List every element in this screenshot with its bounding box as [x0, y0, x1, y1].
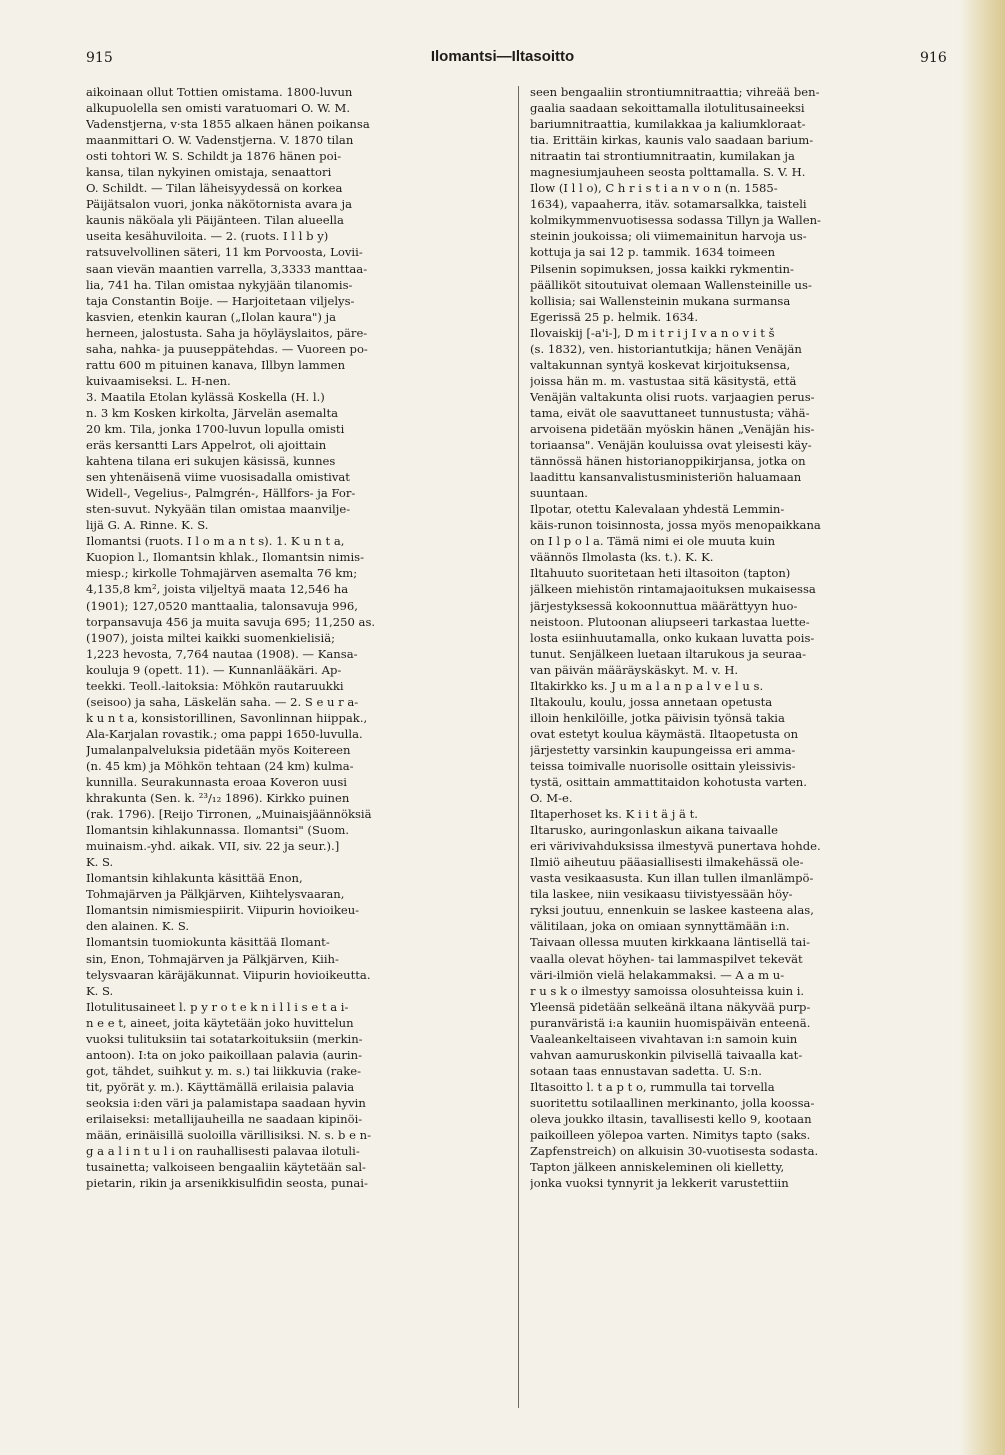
- text-line: torpansavuja 456 ja muita savuja 695; 11,250 as.: [86, 614, 376, 629]
- text-line: sin, Enon, Tohmajärven ja Pälkjärven, Kiih-: [86, 951, 339, 966]
- text-line: teissa toimivalle nuorisolle osittain yleissivis-: [530, 758, 796, 773]
- text-line: Kuopion l., Ilomantsin khlak., Ilomantsin nimis-: [86, 550, 365, 565]
- text-line: Egerissä 25 p. helmik. 1634.: [530, 309, 699, 324]
- text-line: valtakunnan syntyä koskevat kirjoituksensa,: [530, 357, 791, 372]
- text-line: nitraatin tai strontiumnitraatin, kumilakan ja: [530, 149, 795, 164]
- text-line: Ilomantsin kihlakunta käsittää Enon,: [86, 871, 303, 886]
- text-line: kunnilla. Seurakunnasta eroaa Koveron uusi: [86, 775, 348, 790]
- text-line: steinin joukoissa; oli viimemainitun harvoja us-: [530, 229, 807, 244]
- text-line: n e e t, aineet, joita käytetään joko huvittelun: [86, 1015, 354, 1030]
- text-line: suoritettu sotilaallinen merkinanto, jolla koossa-: [530, 1095, 815, 1110]
- text-line: sen yhtenäisenä viime vuosisadalla omistivat: [86, 470, 350, 485]
- text-line: erilaiseksi: metallijauheilla ne saadaan kipinöi-: [86, 1112, 363, 1126]
- text-line: eri värivivahduksissa ilmestyvä punertava hohde.: [530, 839, 821, 854]
- text-line: muinaism.-yhd. aikak. VII, siv. 22 ja seur.).]: [86, 839, 340, 854]
- text-line: tunut. Senjälkeen luetaan iltarukous ja seuraa-: [530, 646, 807, 661]
- text-line: jonka vuoksi tynnyrit ja lekkerit varustettiin: [530, 1176, 789, 1191]
- text-line: Taivaan ollessa muuten kirkkaana läntisellä tai-: [530, 935, 811, 950]
- text-line: Ilomantsin nimismiespiirit. Viipurin hovioikeu-: [86, 903, 360, 918]
- text-line: Vaaleankeltaiseen vivahtavan i:n samoin kuin: [530, 1031, 798, 1046]
- text-line: Jumalanpalveluksia pidetään myös Koitereen: [86, 742, 351, 757]
- left-column: [86, 84, 508, 1191]
- text-line: on I l p o l a. Tämä nimi ei ole muuta kuin: [530, 534, 776, 549]
- text-line: tila laskee, niin vesikaasu tiivistyessään höy-: [530, 887, 793, 902]
- text-line: käis-runon toisinnosta, jossa myös menopaikkana: [530, 518, 821, 533]
- text-line: Widell-, Vegelius-, Palmgrén-, Hällfors- ja For-: [86, 486, 356, 501]
- text-line: kollisia; sai Wallensteinin mukana surmansa: [530, 293, 791, 308]
- text-line: got, tähdet, suihkut y. m. s.) tai liikkuvia (rake-: [86, 1063, 362, 1078]
- text-line: lia, 741 ha. Tilan omistaa nykyjään tilanomis-: [86, 277, 353, 292]
- text-line: vahvan aamuruskonkin pilvisellä taivaalla kat-: [530, 1047, 803, 1062]
- text-line: Ilomantsin tuomiokunta käsittää Ilomant-: [86, 935, 330, 950]
- text-line: van päivän määräyskäskyt. M. v. H.: [530, 662, 739, 677]
- text-line: (1907), joista miltei kaikki suomenkielisiä;: [86, 630, 336, 645]
- text-line: kaunis näköala yli Päijänteen. Tilan alueella: [86, 213, 344, 228]
- text-line: rattu 600 m pituinen kanava, Illbyn lammen: [86, 357, 346, 372]
- text-line: r u s k o ilmestyy samoissa olosuhteissa kuin i.: [530, 983, 805, 998]
- text-line: väännös Ilmolasta (ks. t.). K. K.: [530, 550, 714, 565]
- text-line: herneen, jalostusta. Saha ja höyläyslaitos, päre-: [86, 325, 368, 340]
- text-line: g a a l i n t u l i on rauhallisesti palavaa ilotuli-: [86, 1144, 360, 1159]
- text-line: järjestetty varsinkin kaupungeissa eri amma-: [530, 742, 796, 757]
- text-line: Yleensä pidetään selkeänä iltana näkyvää purp-: [530, 999, 811, 1014]
- text-line: vuoksi tulituksiin tai sotatarkoituksiin (merkin-: [86, 1031, 363, 1046]
- text-line: Venäjän valtakunta olisi ruots. varjaagien perus-: [530, 389, 815, 404]
- text-line: (1901); 127,0520 manttaalia, talonsavuja 996,: [86, 598, 358, 613]
- text-line: saan vievän maantien varrella, 3,3333 manttaa-: [86, 261, 368, 276]
- text-line: seoksia i:den väri ja palamistapa saadaan hyvin: [86, 1095, 366, 1110]
- text-line: maanmittari O. W. Vadenstjerna. V. 1870 tilan: [86, 133, 354, 148]
- text-line: ratsuvelvollinen säteri, 11 km Porvoosta, Lovii-: [86, 245, 363, 260]
- text-line: vaalla olevat höyhen- tai lammaspilvet tekevät: [530, 951, 803, 966]
- text-line: gaalia saadaan sekoittamalla ilotulitusaineeksi: [530, 101, 805, 116]
- text-line: lijä G. A. Rinne. K. S.: [86, 518, 209, 533]
- text-line: pietarin, rikin ja arsenikkisulfidin seosta, punai-: [86, 1176, 368, 1191]
- text-line: tama, eivät ole saavuttaneet tunnustusta; vähä-: [530, 405, 810, 420]
- text-line: Ilovaiskij [-a'i-], D m i t r i j I v a n o v i t š: [530, 325, 775, 340]
- text-line: kasvien, etenkin kauran („Ilolan kaura") ja: [86, 309, 337, 324]
- text-line: aikoinaan ollut Tottien omistama. 1800-luvun: [86, 85, 353, 99]
- text-line: puranväristä i:a kauniin huomispäivän enteenä.: [530, 1015, 811, 1030]
- text-line: Ilomantsi (ruots. I l o m a n t s). 1. K u n t a,: [86, 534, 345, 549]
- text-line: jälkeen miehistön rintamajaoituksen mukaisessa: [530, 582, 816, 597]
- text-line: kottuja ja sai 12 p. tammik. 1634 toimeen: [530, 245, 776, 260]
- text-line: Ilow (I l l o), C h r i s t i a n v o n (n. 1585-: [530, 181, 778, 196]
- text-line: 3. Maatila Etolan kylässä Koskella (H. l.): [86, 389, 325, 404]
- text-line: kuivaamiseksi. L. H-nen.: [86, 373, 231, 388]
- text-line: Iltarusko, auringonlaskun aikana taivaalle: [530, 823, 778, 838]
- text-line: oleva joukko iltasin, tavallisesti kello 9, kootaan: [530, 1112, 812, 1126]
- text-line: Zapfenstreich) on alkuisin 30-vuotisesta sodasta.: [530, 1144, 819, 1159]
- text-line: Pilsenin sopimuksen, jossa kaikki rykmentin-: [530, 261, 794, 276]
- text-line: Ilmiö aiheutuu pääasiallisesti ilmakehässä ole-: [530, 855, 804, 870]
- text-line: K. S.: [86, 983, 114, 998]
- text-line: antoon). I:ta on joko paikoillaan palavia (aurin-: [86, 1047, 362, 1062]
- text-line: neistoon. Plutoonan aliupseeri tarkastaa luette-: [530, 614, 810, 629]
- text-line: seen bengaaliin strontiumnitraattia; vihreää ben-: [530, 85, 820, 99]
- text-line: (rak. 1796). [Reijo Tirronen, „Muinaisjäännöksiä: [86, 807, 372, 822]
- text-line: 1,223 hevosta, 7,764 nautaa (1908). — Kansa-: [86, 646, 358, 661]
- text-line: Vadenstjerna, v·sta 1855 alkaen hänen poikansa: [86, 117, 370, 132]
- text-line: sotaan taas ennustavan sadetta. U. S:n.: [530, 1063, 762, 1078]
- text-line: Iltaperhoset ks. K i i t ä j ä t.: [530, 807, 698, 822]
- text-line: kahtena tilana eri sukujen käsissä, kunnes: [86, 454, 336, 469]
- text-line: magnesiumjauheen seosta polttamalla. S. V. H.: [530, 165, 806, 180]
- text-line: laadittu kansanvalistusministeriön haluamaan: [530, 470, 802, 485]
- text-line: ovat estetyt koulua käymästä. Iltaopetusta on: [530, 726, 799, 741]
- text-line: kolmikymmenvuotisessa sodassa Tillyn ja Wallen-: [530, 213, 821, 228]
- text-line: arvoisena pidetään myöskin hänen „Venäjän his-: [530, 421, 815, 436]
- text-line: Ilotulitusaineet l. p y r o t e k n i l l i s e t a i-: [86, 999, 349, 1014]
- text-line: paikoilleen yölepoa varten. Nimitys tapto (saks.: [530, 1128, 811, 1143]
- text-line: teekki. Teoll.-laitoksia: Möhkön rautaruukki: [86, 678, 344, 693]
- text-line: 20 km. Tila, jonka 1700-luvun lopulla omisti: [86, 421, 345, 436]
- column-divider: [518, 86, 519, 1408]
- text-line: (seisoo) ja saha, Läskelän saha. — 2. S e u r a-: [86, 694, 359, 709]
- page-number-right: 916: [920, 50, 947, 66]
- text-line: saha, nahka- ja puuseppätehdas. — Vuoreen po-: [86, 341, 368, 356]
- text-line: Ala-Karjalan rovastik.; oma pappi 1650-luvulla.: [86, 726, 363, 741]
- text-line: useita kesähuviloita. — 2. (ruots. I l l b y): [86, 229, 329, 244]
- text-line: toriaansa". Venäjän kouluissa ovat yleisesti käy-: [530, 438, 812, 453]
- text-line: Iltakoulu, koulu, jossa annetaan opetusta: [530, 694, 773, 709]
- text-line: Tapton jälkeen anniskeleminen oli kielletty,: [530, 1160, 785, 1175]
- text-line: Iltakirkko ks. J u m a l a n p a l v e l u s.: [530, 678, 764, 693]
- text-line: osti tohtori W. S. Schildt ja 1876 hänen poi-: [86, 149, 342, 164]
- text-line: järjestyksessä kokoonnuttua määrättyyn huo-: [530, 598, 798, 613]
- page-number-left: 915: [86, 50, 113, 66]
- text-line: Iltahuuto suoritetaan heti iltasoiton (tapton): [530, 566, 791, 581]
- text-line: tia. Erittäin kirkas, kaunis valo saadaan barium-: [530, 133, 814, 148]
- text-line: päälliköt sitoutuivat olemaan Wallensteinille us-: [530, 277, 812, 292]
- text-line: mään, erinäisillä suoloilla värillisiksi. N. s. b e n-: [86, 1128, 372, 1143]
- text-line: losta esiinhuutamalla, onko kukaan luvatta pois-: [530, 630, 815, 645]
- text-line: k u n t a, konsistorillinen, Savonlinnan hiippak.,: [86, 710, 368, 725]
- text-line: tännössä hänen historianoppikirjansa, jotka on: [530, 454, 806, 469]
- text-line: Iltasoitto l. t a p t o, rummulla tai torvella: [530, 1079, 775, 1094]
- text-line: illoin henkilöille, jotka päivisin työnsä takia: [530, 710, 785, 725]
- text-line: bariumnitraattia, kumilakkaa ja kaliumkloraat-: [530, 117, 806, 132]
- text-line: kansa, tilan nykyinen omistaja, senaattori: [86, 165, 332, 180]
- text-line: khrakunta (Sen. k. ²³/₁₂ 1896). Kirkko puinen: [86, 791, 350, 806]
- text-line: Tohmajärven ja Pälkjärven, Kiihtelysvaaran,: [86, 887, 345, 902]
- text-line: väri-ilmiön vielä helakammaksi. — A a m u-: [530, 967, 785, 982]
- page-title: Ilomantsi—Iltasoitto: [430, 48, 575, 65]
- right-column: [530, 84, 950, 1191]
- text-line: alkupuolella sen omisti varatuomari O. W. M.: [86, 101, 351, 116]
- text-line: joissa hän m. m. vastustaa sitä käsitystä, että: [530, 373, 797, 388]
- text-line: taja Constantin Boije. — Harjoitetaan viljelys-: [86, 293, 355, 308]
- text-line: O. M-e.: [530, 791, 573, 806]
- text-line: tit, pyörät y. m.). Käyttämällä erilaisia palavia: [86, 1079, 355, 1094]
- text-line: Ilomantsin kihlakunnassa. Ilomantsi" (Suom.: [86, 823, 350, 838]
- text-line: (s. 1832), ven. historiantutkija; hänen Venäjän: [530, 341, 802, 356]
- text-line: vasta vesikaasusta. Kun illan tullen ilmanlämpö-: [530, 871, 814, 886]
- text-line: kouluja 9 (opett. 11). — Kunnanlääkäri. Ap-: [86, 662, 342, 677]
- text-line: sten-suvut. Nykyään tilan omistaa maanvilje-: [86, 502, 351, 517]
- text-line: Päijätsalon vuori, jonka näkötornista avara ja: [86, 197, 353, 212]
- text-line: miesp.; kirkolle Tohmajärven asemalta 76 km;: [86, 566, 358, 581]
- text-line: välitilaan, joka on omiaan synnyttämään i:n.: [530, 919, 790, 934]
- text-line: telysvaaran käräjäkunnat. Viipurin hovioikeutta.: [86, 967, 371, 982]
- text-line: ryksi joutuu, ennenkuin se laskee kasteena alas,: [530, 903, 814, 918]
- page-edge-shadow: [959, 0, 1005, 1455]
- text-line: n. 3 km Kosken kirkolta, Järvelän asemalta: [86, 405, 339, 420]
- text-line: tusainetta; valkoiseen bengaaliin käytetään sal-: [86, 1160, 366, 1175]
- text-line: tystä, osittain ammattitaidon kohotusta varten.: [530, 775, 807, 790]
- text-line: (n. 45 km) ja Möhkön tehtaan (24 km) kulma-: [86, 758, 354, 773]
- text-line: den alainen. K. S.: [86, 919, 190, 934]
- text-line: 1634), vapaaherra, itäv. sotamarsalkka, taisteli: [530, 197, 807, 212]
- text-line: eräs kersantti Lars Appelrot, oli ajoittain: [86, 438, 327, 453]
- text-line: 4,135,8 km², joista viljeltyä maata 12,546 ha: [86, 582, 349, 597]
- text-line: Ilpotar, otettu Kalevalaan yhdestä Lemmin-: [530, 502, 785, 517]
- text-line: O. Schildt. — Tilan läheisyydessä on korkea: [86, 181, 343, 196]
- text-line: suuntaan.: [530, 486, 588, 501]
- text-line: K. S.: [86, 855, 114, 870]
